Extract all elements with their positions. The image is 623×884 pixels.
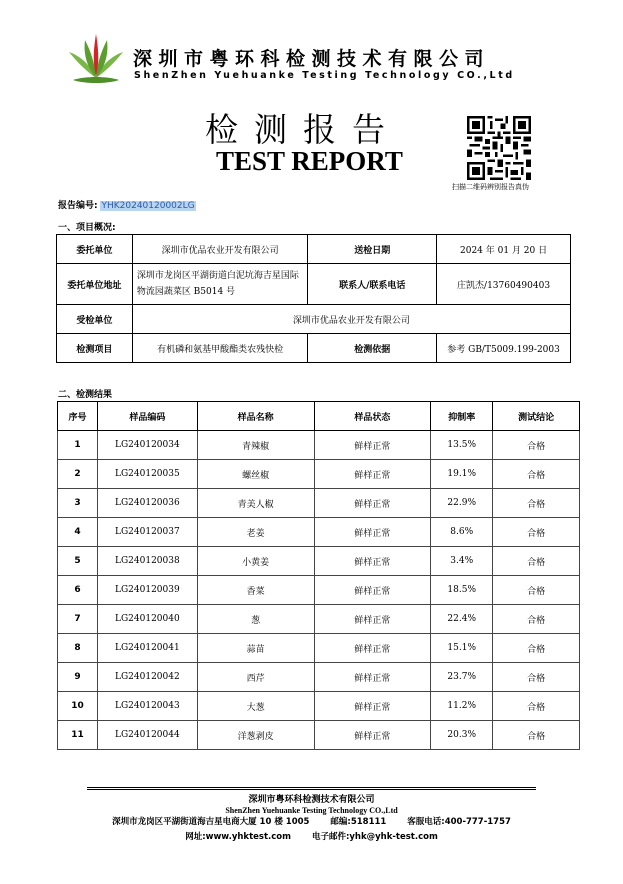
footer-service-label: 客服电话: <box>407 817 445 827</box>
row-name: 大葱 <box>197 692 314 721</box>
row-name: 西芹 <box>197 663 314 692</box>
row-state: 鲜样正常 <box>314 721 431 750</box>
table-row <box>58 489 580 518</box>
footer-website-label: 网址: <box>185 832 206 842</box>
header-code: 样品编码 <box>97 402 197 431</box>
row-name: 老姜 <box>197 518 314 547</box>
table-row <box>58 431 580 460</box>
basis-label: 检测依据 <box>308 334 437 363</box>
row-result: 合格 <box>493 489 580 518</box>
row-no: 8 <box>58 634 98 663</box>
footer-email-label: 电子邮件: <box>311 832 350 842</box>
header-result: 测试结论 <box>493 402 580 431</box>
row-name: 螺丝椒 <box>197 460 314 489</box>
table-row <box>58 576 580 605</box>
row-no: 6 <box>58 576 98 605</box>
row-state: 鲜样正常 <box>314 605 431 634</box>
row-no: 9 <box>58 663 98 692</box>
footer-address: 深圳市龙岗区平湖街道海吉星电商大厦 10 楼 1005 <box>112 817 310 827</box>
row-code: LG240120034 <box>97 431 197 460</box>
row-rate: 20.3% <box>431 721 493 750</box>
row-code: LG240120038 <box>97 547 197 576</box>
header-name: 样品名称 <box>197 402 314 431</box>
report-title-en: TEST REPORT <box>216 146 403 176</box>
date-label: 送检日期 <box>308 235 437 264</box>
header-rate: 抑制率 <box>431 402 493 431</box>
section-project-title: 一、项目概况: <box>58 223 116 233</box>
row-rate: 22.4% <box>431 605 493 634</box>
row-rate: 22.9% <box>431 489 493 518</box>
sprout-leaves-logo-icon <box>63 28 129 86</box>
row-code: LG240120041 <box>97 634 197 663</box>
footer-divider <box>87 789 536 790</box>
row-result: 合格 <box>493 663 580 692</box>
row-result: 合格 <box>493 576 580 605</box>
row-state: 鲜样正常 <box>314 518 431 547</box>
footer-address-line <box>0 815 623 827</box>
row-code: LG240120037 <box>97 518 197 547</box>
row-state: 鲜样正常 <box>314 576 431 605</box>
contact-value: 庄凯杰/13760490403 <box>437 264 571 305</box>
row-result: 合格 <box>493 547 580 576</box>
row-name: 小黄姜 <box>197 547 314 576</box>
table-row <box>58 518 580 547</box>
row-code: LG240120042 <box>97 663 197 692</box>
row-no: 10 <box>58 692 98 721</box>
report-number-label: 报告编号: <box>58 201 98 211</box>
row-state: 鲜样正常 <box>314 663 431 692</box>
results-table <box>57 401 580 750</box>
address-value: 深圳市龙岗区平湖街道白泥坑海吉星国际物流园蔬菜区 B5014 号 <box>132 264 308 305</box>
report-title-cn: 检测报告 <box>205 110 401 149</box>
footer-postcode: 518111 <box>350 817 387 827</box>
date-value: 2024 年 01 月 20 日 <box>437 235 571 264</box>
row-rate: 8.6% <box>431 518 493 547</box>
report-number-value: YHK20240120002LG <box>101 201 195 211</box>
row-rate: 3.4% <box>431 547 493 576</box>
row-code: LG240120035 <box>97 460 197 489</box>
row-rate: 18.5% <box>431 576 493 605</box>
row-no: 5 <box>58 547 98 576</box>
header-state: 样品状态 <box>314 402 431 431</box>
row-result: 合格 <box>493 605 580 634</box>
row-name: 洋葱剥皮 <box>197 721 314 750</box>
table-row <box>58 663 580 692</box>
table-row <box>58 634 580 663</box>
row-state: 鲜样正常 <box>314 460 431 489</box>
client-value: 深圳市优品农业开发有限公司 <box>132 235 308 264</box>
row-result: 合格 <box>493 460 580 489</box>
basis-value: 参考 GB/T5009.199-2003 <box>437 334 571 363</box>
table-row <box>58 460 580 489</box>
footer-web-line <box>0 830 623 842</box>
row-rate: 13.5% <box>431 431 493 460</box>
row-result: 合格 <box>493 431 580 460</box>
row-result: 合格 <box>493 634 580 663</box>
footer-company-cn: 深圳市粤环科检测技术有限公司 <box>248 795 375 805</box>
address-label: 委托单位地址 <box>57 264 133 305</box>
row-rate: 11.2% <box>431 692 493 721</box>
section-results-title: 二、检测结果 <box>58 390 113 400</box>
results-header-row <box>58 402 580 431</box>
row-state: 鲜样正常 <box>314 547 431 576</box>
row-name: 蒜苗 <box>197 634 314 663</box>
table-row <box>58 605 580 634</box>
footer-postcode-label: 邮编: <box>330 817 351 827</box>
footer-divider <box>87 787 536 788</box>
row-code: LG240120039 <box>97 576 197 605</box>
row-no: 7 <box>58 605 98 634</box>
qr-caption: 扫描二维码辨别报告真伪 <box>452 183 529 191</box>
report-number <box>58 198 196 211</box>
row-code: LG240120043 <box>97 692 197 721</box>
row-result: 合格 <box>493 692 580 721</box>
footer-email-link[interactable]: yhk@yhk-test.com <box>349 832 438 842</box>
footer-website-link[interactable]: www.yhktest.com <box>205 832 291 842</box>
table-row <box>58 721 580 750</box>
item-label: 检测项目 <box>57 334 133 363</box>
row-no: 2 <box>58 460 98 489</box>
client-label: 委托单位 <box>57 235 133 264</box>
row-name: 青辣椒 <box>197 431 314 460</box>
header-no: 序号 <box>58 402 98 431</box>
company-name-en: ShenZhen Yuehuanke Testing Technology CO.,Ltd <box>134 70 515 81</box>
inspected-value: 深圳市优品农业开发有限公司 <box>132 305 570 334</box>
row-no: 11 <box>58 721 98 750</box>
project-info-table <box>56 234 571 363</box>
row-result: 合格 <box>493 721 580 750</box>
row-state: 鲜样正常 <box>314 692 431 721</box>
table-row <box>58 547 580 576</box>
row-rate: 15.1% <box>431 634 493 663</box>
table-row <box>58 692 580 721</box>
item-value: 有机磷和氨基甲酸酯类农残快检 <box>132 334 308 363</box>
row-name: 香菜 <box>197 576 314 605</box>
row-no: 1 <box>58 431 98 460</box>
footer-service-phone: 400-777-1757 <box>444 817 511 827</box>
row-no: 3 <box>58 489 98 518</box>
row-rate: 23.7% <box>431 663 493 692</box>
inspected-label: 受检单位 <box>57 305 133 334</box>
contact-label: 联系人/联系电话 <box>308 264 437 305</box>
row-state: 鲜样正常 <box>314 634 431 663</box>
row-name: 青美人椒 <box>197 489 314 518</box>
row-code: LG240120044 <box>97 721 197 750</box>
row-state: 鲜样正常 <box>314 431 431 460</box>
footer-company-en: ShenZhen Yuehuanke Testing Technology CO.,Ltd <box>225 806 398 815</box>
row-name: 葱 <box>197 605 314 634</box>
company-name-cn: 深圳市粤环科检测技术有限公司 <box>133 48 491 70</box>
row-state: 鲜样正常 <box>314 489 431 518</box>
row-result: 合格 <box>493 518 580 547</box>
row-rate: 19.1% <box>431 460 493 489</box>
row-no: 4 <box>58 518 98 547</box>
row-code: LG240120040 <box>97 605 197 634</box>
row-code: LG240120036 <box>97 489 197 518</box>
qr-code-icon <box>467 116 531 180</box>
